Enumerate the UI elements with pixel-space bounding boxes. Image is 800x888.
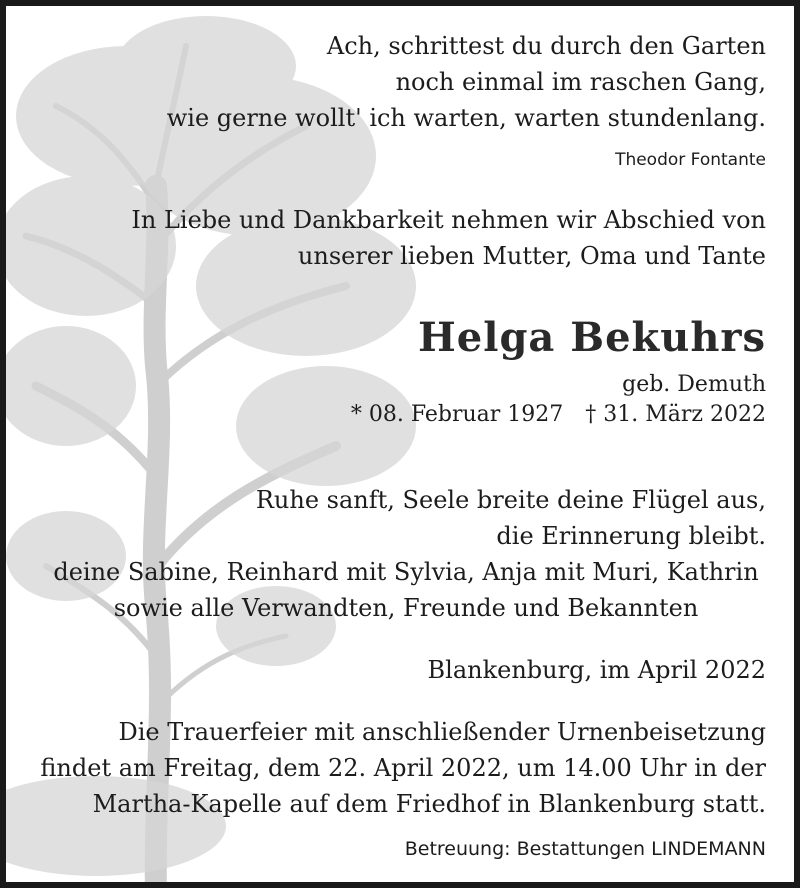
deceased-name: Helga Bekuhrs	[418, 314, 766, 361]
life-dates	[351, 402, 766, 427]
farewell-line-1: Ruhe sanft, Seele breite deine Flügel aus,	[255, 486, 766, 514]
poem-line-1: Ach, schrittest du durch den Garten	[326, 32, 766, 60]
family-line-2: sowie alle Verwandten, Freunde und Bekannten	[113, 594, 699, 622]
ceremony-line-3: Martha-Kapelle auf dem Friedhof in Blankenburg statt.	[92, 790, 766, 818]
funeral-care-credit: Betreuung: Bestattungen LINDEMANN	[404, 838, 766, 860]
birth-date: * 08. Februar 1927	[350, 402, 564, 427]
farewell-line-2: die Erinnerung bleibt.	[496, 522, 766, 550]
place-date: Blankenburg, im April 2022	[427, 656, 766, 684]
ceremony-line-2: findet am Freitag, dem 22. April 2022, um 14.00 Uhr in der	[40, 754, 766, 782]
intro-line-1: In Liebe und Dankbarkeit nehmen wir Abschied von	[131, 206, 766, 234]
intro-line-2: unserer lieben Mutter, Oma und Tante	[297, 242, 766, 270]
poem-line-3: wie gerne wollt' ich warten, warten stundenlang.	[166, 104, 766, 132]
poem-author: Theodor Fontante	[615, 150, 766, 170]
death-date: † 31. März 2022	[585, 402, 766, 427]
birth-name: geb. Demuth	[622, 372, 766, 397]
ceremony-line-1: Die Trauerfeier mit anschließender Urnenbeisetzung	[118, 718, 766, 746]
poem-line-2: noch einmal im raschen Gang,	[395, 68, 766, 96]
family-line-1: deine Sabine, Reinhard mit Sylvia, Anja mit Muri, Kathrin	[53, 558, 759, 586]
